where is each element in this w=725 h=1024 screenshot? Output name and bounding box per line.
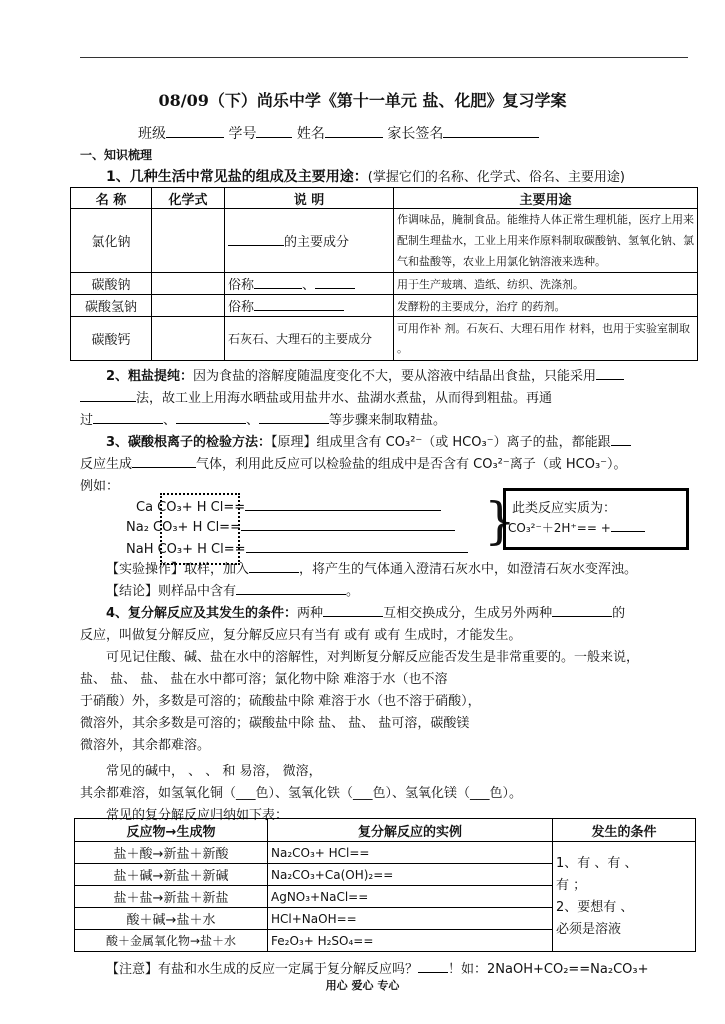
blank[interactable]: [249, 560, 299, 573]
curly-brace-icon: }: [484, 492, 516, 550]
eq-text: Ca CO₃+ H Cl==: [136, 500, 246, 515]
conclusion-text: 【结论】则样品中含有: [106, 584, 237, 599]
s4-text: 的: [612, 606, 626, 621]
page-footer: 用心 爱心 专心: [325, 979, 400, 992]
salt-name: 碳酸钙: [71, 317, 152, 361]
formula-cell[interactable]: [152, 209, 225, 273]
formula-cell[interactable]: [152, 273, 225, 295]
reaction-type: 盐＋酸→新盐＋新酸: [75, 842, 268, 864]
s4-text: 可见记住酸、碱、盐在水中的溶解性，对判断复分解反应能否发生是非常重要的。一般来说，: [106, 650, 640, 665]
reaction-example[interactable]: AgNO₃+NaCl==: [268, 886, 553, 908]
reaction-example[interactable]: Na₂CO₃+ HCl==: [268, 842, 553, 864]
desc-cell: [225, 295, 394, 317]
blank[interactable]: [93, 411, 163, 424]
conditions-cell: [553, 842, 696, 952]
use-text: 发酵粉的主要成分，治疗 的药剂。: [394, 295, 698, 317]
note-text: 【注意】有盐和水生成的反应一定属于复分解反应吗？: [106, 962, 419, 977]
blank[interactable]: [241, 518, 455, 531]
table-row: [71, 295, 698, 317]
blank[interactable]: [611, 519, 645, 532]
section-heading: 一、知识梳理: [80, 148, 153, 162]
s2-text: 过: [80, 413, 94, 428]
box-title: 此类反应实质为：: [512, 501, 617, 516]
blank[interactable]: [552, 604, 612, 617]
op-text: 【实验操作】取样，加入: [106, 562, 250, 577]
common-salts-table: [70, 187, 698, 361]
salt-name: 碳酸氢钠: [71, 295, 152, 317]
blank[interactable]: [315, 276, 355, 289]
reaction-type: 盐＋盐→新盐＋新盐: [75, 886, 268, 908]
s4-paragraph: [80, 603, 692, 827]
header-rule: [80, 57, 688, 58]
blank[interactable]: [246, 540, 468, 553]
reaction-essence-box: [503, 488, 689, 550]
th-formula: 化学式: [152, 188, 225, 209]
student-info-line: [138, 123, 539, 143]
s4-text: 其余都难溶，如氢氧化铜（___色）、氢氧化铁（___色）、氢氧化镁（___色）。: [80, 786, 523, 801]
double-decomposition-table: [74, 818, 696, 952]
blank[interactable]: [228, 233, 284, 246]
note-text: ！如：2NaOH+CO₂==Na₂CO₃+: [448, 962, 649, 977]
name-blank[interactable]: [325, 125, 383, 138]
reaction-example[interactable]: Fe₂O₃+ H₂SO₄==: [268, 930, 553, 952]
th-condition: 发生的条件: [553, 819, 696, 842]
formula-cell[interactable]: [152, 295, 225, 317]
th-name: 名 称: [71, 188, 152, 209]
blank[interactable]: [245, 498, 441, 511]
s3-text: 【原理】组成里含有 CO₃²⁻（或 HCO₃⁻）离子的盐，都能跟: [271, 435, 611, 450]
s3-operation: 【实验操作】取样，加入 ，将产生的气体通入澄清石灰水中，如澄清石灰水变浑浊。 【结论】则样品中含有 。: [106, 562, 638, 599]
desc-text: 石灰石、大理石的主要成分: [225, 317, 394, 361]
use-text: 用于生产玻璃、造纸、纺织、洗涤剂。: [394, 273, 698, 295]
s2-text: 法，故工业上用海水晒盐或用盐井水、盐湖水煮盐，从而得到粗盐。再通: [136, 391, 553, 406]
s4-text: 微溶外，其余多数是可溶的；碳酸盐中除 盐、 盐、 盐可溶，碳酸镁: [80, 716, 470, 731]
name-label: 姓名: [296, 126, 325, 142]
th-reaction-type: 反应物→生成物: [75, 819, 268, 842]
blank[interactable]: [132, 455, 196, 468]
box-equation: [508, 519, 645, 536]
reaction-type: 酸＋金属氧化物→盐＋水: [75, 930, 268, 952]
cond-text: 有 ；: [556, 877, 587, 893]
desc-text: 俗称: [228, 278, 255, 293]
s4-text: 常见的碱中， 、 、 和 易溶， 微溶，: [106, 764, 322, 779]
s2-text: 等步骤来制取精盐。: [329, 413, 447, 428]
use-text: 可用作补 剂。石灰石、大理石用作 材料，也用于实验室制取 。: [394, 317, 698, 361]
s3-title: 3、碳酸根离子的检验方法：: [106, 435, 272, 450]
op-text: ，将产生的气体通入澄清石灰水中，如澄清石灰水变浑浊。: [299, 562, 638, 577]
parent-blank[interactable]: [443, 125, 539, 138]
parent-label: 家长签名: [387, 126, 444, 142]
table-row: [71, 317, 698, 361]
desc-text: 的主要成分: [284, 235, 350, 250]
s4-text: 互相交换成分，生成另外两种: [383, 606, 553, 621]
blank[interactable]: [80, 389, 136, 402]
desc-cell: 俗称 、: [225, 273, 394, 295]
th-desc: 说 明: [225, 188, 394, 209]
reaction-type: 盐＋碱→新盐＋新碱: [75, 864, 268, 886]
id-label: 学号: [228, 126, 257, 142]
s4-text: 盐、 盐、 盐、 盐在水中都可溶；氯化物中除 难溶于水（也不溶: [80, 672, 448, 687]
s2-paragraph: 2、粗盐提纯：因为食盐的溶解度随温度变化不大，要从溶液中结晶出食盐，只能采用 法，故工业上用海水晒盐或用盐井水、盐湖水煮盐，从而得到粗盐。再通 过 、 、 等步骤来制取精盐。: [80, 366, 692, 432]
table-row: [75, 842, 696, 864]
formula-cell[interactable]: [152, 317, 225, 361]
table-row: [71, 273, 698, 295]
s4-text: 两种: [297, 606, 324, 621]
s4-text: 微溶外，其余都难溶。: [80, 738, 211, 753]
s4-text: 反应，叫做复分解反应，复分解反应只有当有 或有 或有 生成时，才能发生。: [80, 628, 522, 643]
equation-1: [136, 498, 441, 515]
cond-text: 1、有 、有 、: [556, 855, 638, 871]
use-text: 作调味品，腌制食品。能维持人体正常生理机能，医疗上用来配制生理盐水，工业上用来作原料制取碳酸钠、氢氧化钠、氯气和盐酸等，农业上用氯化钠溶液来选种。: [394, 209, 698, 273]
blank[interactable]: [259, 411, 329, 424]
note-line: [106, 958, 649, 977]
box-eq-text: CO₃²⁻＋2H⁺== +: [508, 521, 611, 535]
id-blank[interactable]: [256, 125, 292, 138]
desc-cell: [225, 209, 394, 273]
equation-3: [126, 540, 468, 557]
blank[interactable]: [254, 298, 344, 311]
blank[interactable]: [323, 604, 383, 617]
s4-text: 常见的复分解反应归纳如下表：: [106, 808, 289, 823]
th-use: 主要用途: [394, 188, 698, 209]
blank[interactable]: [176, 411, 246, 424]
eq-text: NaH CO₃+ H Cl==: [126, 542, 246, 557]
reaction-type: 酸＋碱→盐＋水: [75, 908, 268, 930]
s2-title: 2、粗盐提纯：: [106, 369, 194, 384]
table-row: [71, 209, 698, 273]
s4-text: 于硝酸）外，多数是可溶的；硫酸盐中除 难溶于水（也不溶于硝酸），: [80, 694, 481, 709]
page-title: 08/09（下）尚乐中学《第十一单元 盐、化肥》复习学案: [158, 91, 567, 110]
blank[interactable]: [254, 276, 302, 289]
salt-name: 氯化钠: [71, 209, 152, 273]
class-label: 班级: [138, 126, 166, 142]
cond-text: 2、要想有 、: [556, 899, 634, 915]
s4-title: 4、复分解反应及其发生的条件：: [106, 606, 298, 621]
s3-example-label: 例如：: [80, 479, 120, 494]
class-blank[interactable]: [166, 125, 224, 138]
blank[interactable]: [611, 433, 631, 446]
s1-title: 1、几种生活中常见盐的组成及主要用途：: [106, 169, 368, 185]
reaction-example[interactable]: Na₂CO₃+Ca(OH)₂==: [268, 864, 553, 886]
s3-text: 反应生成: [80, 457, 133, 472]
equation-2: [126, 518, 455, 535]
s1-heading: [106, 166, 625, 186]
salt-name: 碳酸钠: [71, 273, 152, 295]
blank[interactable]: [236, 582, 346, 595]
s3-text: 气体，利用此反应可以检验盐的组成中是否含有 CO₃²⁻离子（或 HCO₃⁻）。: [196, 457, 627, 472]
th-example: 复分解反应的实例: [268, 819, 553, 842]
desc-text: 俗称: [228, 300, 255, 315]
eq-text: Na₂ CO₃+ H Cl==: [126, 520, 241, 535]
s1-note: (掌握它们的名称、化学式、俗名、主要用途): [367, 170, 625, 185]
blank[interactable]: [418, 960, 448, 973]
reaction-example[interactable]: HCl+NaOH==: [268, 908, 553, 930]
s2-text: 因为食盐的溶解度随温度变化不大，要从溶液中结晶出食盐，只能采用: [193, 369, 597, 384]
blank[interactable]: [596, 367, 624, 380]
cond-text: 必须是溶液: [556, 921, 622, 937]
